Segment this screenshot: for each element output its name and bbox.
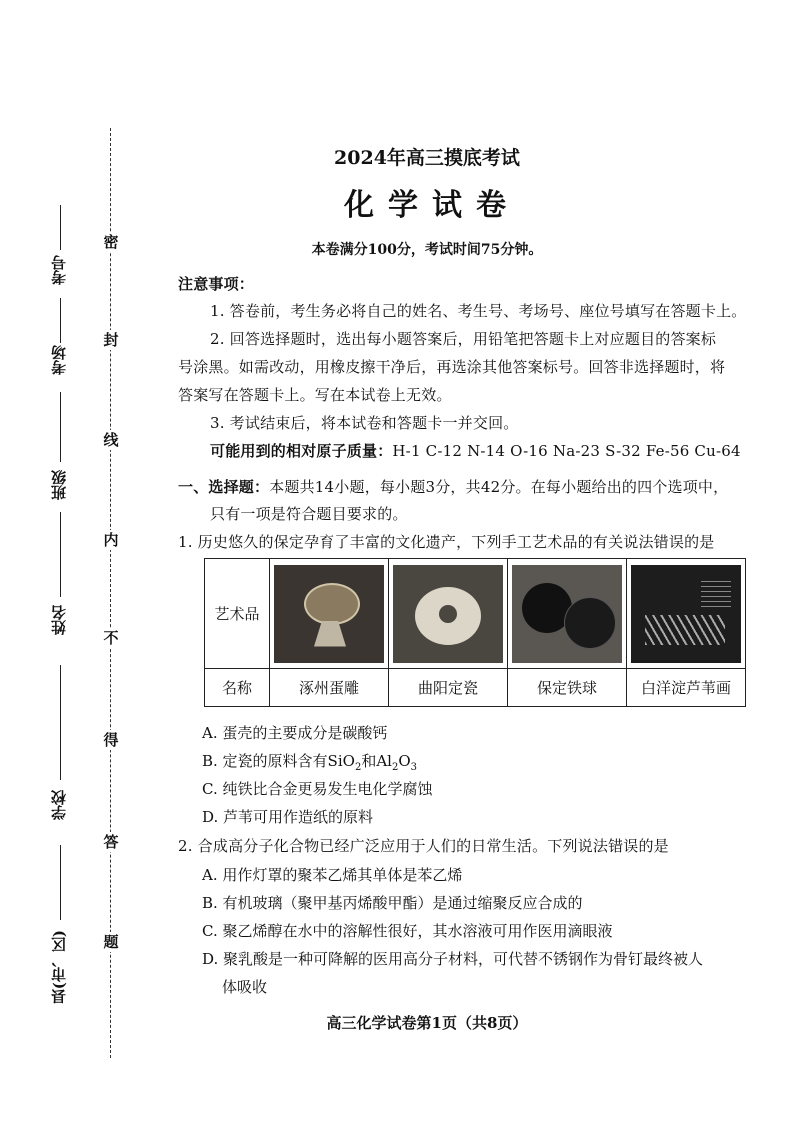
egg-carving-image bbox=[274, 565, 384, 663]
artwork-image-cell bbox=[627, 559, 746, 669]
q1-option-b-mid: 和Al bbox=[361, 752, 392, 770]
note-item: 号涂黑。如需改动，用橡皮擦干净后，再选涂其他答案标号。回答非选择题时，将 bbox=[178, 358, 726, 376]
seal-char: 题 bbox=[101, 932, 121, 952]
atomic-masses-values: H-1 C-12 N-14 O-16 Na-23 S-32 Fe-56 Cu-64 bbox=[392, 442, 741, 460]
subscript: 2 bbox=[354, 762, 362, 773]
notes-heading: 注意事项： bbox=[178, 275, 255, 293]
seal-dashed-line bbox=[110, 128, 111, 1058]
seal-char: 封 bbox=[101, 330, 121, 350]
field-name-label: 姓名 bbox=[50, 605, 68, 635]
artwork-image-cell bbox=[270, 559, 389, 669]
section-text: 本题共14小题，每小题3分，共42分。在每小题给出的四个选项中， bbox=[269, 478, 729, 496]
artwork-name: 白洋淀芦苇画 bbox=[627, 669, 746, 707]
field-exam-room-blank[interactable] bbox=[60, 298, 61, 343]
seal-char: 答 bbox=[101, 832, 121, 852]
field-class-blank[interactable] bbox=[60, 392, 61, 462]
page-footer: 高三化学试卷第1页（共8页） bbox=[326, 1014, 528, 1032]
section-text-2: 只有一项是符合题目要求的。 bbox=[210, 505, 408, 523]
seal-char: 内 bbox=[101, 530, 121, 550]
q1-option-a[interactable]: A. 蛋壳的主要成分是碳酸钙 bbox=[202, 724, 388, 742]
artwork-name: 保定铁球 bbox=[508, 669, 627, 707]
table-row-label: 艺术品 bbox=[205, 559, 270, 669]
artwork-table bbox=[204, 558, 746, 707]
q2-option-b[interactable]: B. 有机玻璃（聚甲基丙烯酸甲酯）是通过缩聚反应合成的 bbox=[202, 894, 583, 912]
field-county-label: 县(市、区) bbox=[50, 930, 68, 1005]
q2-option-c[interactable]: C. 聚乙烯醇在水中的溶解性很好，其水溶液可用作医用滴眼液 bbox=[202, 922, 613, 940]
artwork-name: 曲阳定瓷 bbox=[389, 669, 508, 707]
field-school-label: 学校 bbox=[50, 790, 68, 820]
q1-stem: 1. 历史悠久的保定孕育了丰富的文化遗产，下列手工艺术品的有关说法错误的是 bbox=[178, 533, 715, 551]
iron-balls-image bbox=[512, 565, 622, 663]
q1-option-b[interactable] bbox=[202, 750, 417, 779]
seal-char: 不 bbox=[101, 628, 121, 648]
artwork-image-cell bbox=[389, 559, 508, 669]
q1-option-d[interactable]: D. 芦苇可用作造纸的原料 bbox=[202, 808, 374, 826]
subscript: 3 bbox=[410, 762, 418, 773]
note-item: 3. 考试结束后，将本试卷和答题卡一并交回。 bbox=[210, 414, 519, 432]
q2-option-d-cont: 体吸收 bbox=[222, 978, 268, 996]
reed-painting-image bbox=[631, 565, 741, 663]
q2-option-a[interactable]: A. 用作灯罩的聚苯乙烯其单体是苯乙烯 bbox=[202, 866, 463, 884]
atomic-masses-label: 可能用到的相对原子质量： bbox=[210, 442, 393, 460]
artwork-name: 涿州蛋雕 bbox=[270, 669, 389, 707]
exam-info: 本卷满分100分，考试时间75分钟。 bbox=[311, 242, 543, 258]
seal-char: 密 bbox=[101, 232, 121, 252]
porcelain-image bbox=[393, 565, 503, 663]
field-exam-room-label: 考场 bbox=[50, 345, 68, 375]
field-class-label: 班级 bbox=[50, 470, 68, 500]
page-title: 化学试卷 bbox=[344, 188, 520, 223]
field-county-blank[interactable] bbox=[60, 845, 61, 920]
q1-option-b-o: O bbox=[398, 752, 411, 770]
section-title: 一、选择题： bbox=[178, 478, 270, 496]
field-name-blank[interactable] bbox=[60, 512, 61, 597]
section-heading bbox=[178, 475, 728, 499]
table-row-label: 名称 bbox=[205, 669, 270, 707]
seal-char: 得 bbox=[101, 730, 121, 750]
q1-option-c[interactable]: C. 纯铁比合金更易发生电化学腐蚀 bbox=[202, 780, 433, 798]
q1-option-b-prefix: B. 定瓷的原料含有SiO bbox=[202, 752, 355, 770]
note-item: 2. 回答选择题时，选出每小题答案后，用铅笔把答题卡上对应题目的答案标 bbox=[210, 330, 717, 348]
seal-char: 线 bbox=[101, 430, 121, 450]
note-item: 答案写在答题卡上。写在本试卷上无效。 bbox=[178, 386, 452, 404]
subscript: 2 bbox=[391, 762, 399, 773]
exam-name: 2024年高三摸底考试 bbox=[334, 147, 520, 169]
q2-option-d[interactable]: D. 聚乳酸是一种可降解的医用高分子材料，可代替不锈钢作为骨钉最终被人 bbox=[202, 950, 704, 968]
field-school-blank[interactable] bbox=[60, 665, 61, 780]
atomic-masses bbox=[210, 439, 741, 463]
artwork-image-cell bbox=[508, 559, 627, 669]
note-item: 1. 答卷前，考生务必将自己的姓名、考生号、考场号、座位号填写在答题卡上。 bbox=[210, 302, 747, 320]
q2-stem: 2. 合成高分子化合物已经广泛应用于人们的日常生活。下列说法错误的是 bbox=[178, 837, 669, 855]
field-exam-number-label: 考号 bbox=[50, 255, 68, 285]
